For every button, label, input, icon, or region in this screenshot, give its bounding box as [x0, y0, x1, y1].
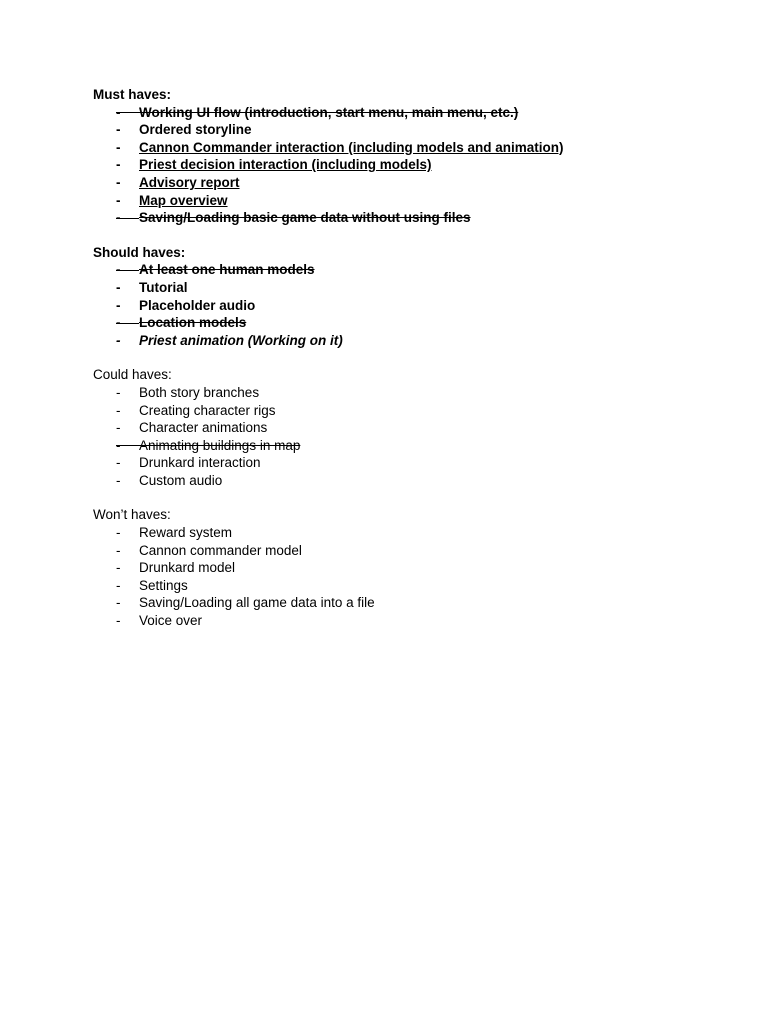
list-item-text: Saving/Loading basic game data without using files	[139, 210, 471, 226]
list-bullet: -	[116, 332, 121, 348]
list-item-text: Priest decision interaction (including models)	[139, 157, 432, 173]
list-item	[93, 472, 713, 490]
section-heading: Must haves:	[93, 87, 172, 102]
section-heading: Won’t haves:	[93, 507, 171, 523]
list-item-text: Drunkard interaction	[139, 455, 261, 471]
wont-haves-list	[93, 524, 713, 630]
list-item	[93, 297, 713, 315]
could-haves-list	[93, 384, 713, 490]
list-item-text: Cannon commander model	[139, 542, 302, 558]
list-item-text: Tutorial	[139, 279, 188, 295]
list-item-text: Working UI flow (introduction, start menu, main menu, etc.)	[139, 104, 519, 120]
list-item	[93, 121, 713, 139]
list-bullet: -	[116, 192, 121, 208]
document-page	[93, 86, 713, 647]
list-item	[93, 419, 713, 437]
list-bullet: -	[116, 560, 121, 576]
list-bullet: -	[116, 402, 121, 418]
list-item-text: Advisory report	[139, 174, 240, 190]
list-item	[93, 104, 713, 122]
list-item-text: At least one human models	[139, 262, 315, 278]
list-item	[93, 156, 713, 174]
list-item	[93, 261, 713, 279]
list-item-text: Both story branches	[139, 384, 260, 400]
list-item	[93, 209, 713, 227]
list-item	[93, 402, 713, 420]
list-bullet: -	[116, 210, 121, 226]
list-item	[93, 559, 713, 577]
list-item-text: Animating buildings in map	[139, 437, 301, 453]
list-bullet: -	[116, 542, 121, 558]
list-bullet: -	[116, 122, 121, 138]
list-bullet: -	[116, 455, 121, 471]
list-item-text: Ordered storyline	[139, 122, 252, 138]
list-item	[93, 384, 713, 402]
list-bullet: -	[116, 384, 121, 400]
list-item-text: Drunkard model	[139, 560, 236, 576]
list-item	[93, 314, 713, 332]
list-bullet: -	[116, 297, 121, 313]
list-item-text: Placeholder audio	[139, 297, 256, 313]
list-item-text: Custom audio	[139, 472, 223, 488]
list-bullet: -	[116, 613, 121, 629]
list-bullet: -	[116, 577, 121, 593]
list-item	[93, 612, 713, 630]
list-item-text: Saving/Loading all game data into a file	[139, 595, 375, 611]
list-item	[93, 174, 713, 192]
wont-haves-section	[93, 506, 713, 629]
list-item-text: Cannon Commander interaction (including models and animation)	[139, 139, 564, 155]
should-haves-list	[93, 261, 713, 349]
list-bullet: -	[116, 472, 121, 488]
list-bullet: -	[116, 315, 121, 331]
list-bullet: -	[116, 525, 121, 541]
list-item	[93, 192, 713, 210]
list-item	[93, 437, 713, 455]
list-item	[93, 139, 713, 157]
list-bullet: -	[116, 595, 121, 611]
list-item-text: Creating character rigs	[139, 402, 276, 418]
list-bullet: -	[116, 104, 121, 120]
list-bullet: -	[116, 437, 121, 453]
list-item	[93, 279, 713, 297]
list-item-text: Voice over	[139, 613, 203, 629]
list-item-text: Priest animation (Working on it)	[139, 332, 343, 348]
list-bullet: -	[116, 279, 121, 295]
could-haves-section	[93, 366, 713, 489]
list-item-text: Location models	[139, 315, 247, 331]
list-bullet: -	[116, 174, 121, 190]
list-item	[93, 454, 713, 472]
list-item	[93, 542, 713, 560]
should-haves-section	[93, 244, 713, 350]
list-item-text: Settings	[139, 577, 188, 593]
list-item	[93, 577, 713, 595]
must-haves-list	[93, 104, 713, 227]
section-heading: Could haves:	[93, 367, 172, 383]
list-item	[93, 332, 713, 350]
list-bullet: -	[116, 420, 121, 436]
list-bullet: -	[116, 157, 121, 173]
list-item-text: Map overview	[139, 192, 228, 208]
list-item	[93, 594, 713, 612]
list-item	[93, 524, 713, 542]
list-item-text: Reward system	[139, 525, 233, 541]
must-haves-section	[93, 86, 713, 227]
section-heading: Should haves:	[93, 244, 186, 260]
list-bullet: -	[116, 262, 121, 278]
list-item-text: Character animations	[139, 420, 268, 436]
list-bullet: -	[116, 139, 121, 155]
